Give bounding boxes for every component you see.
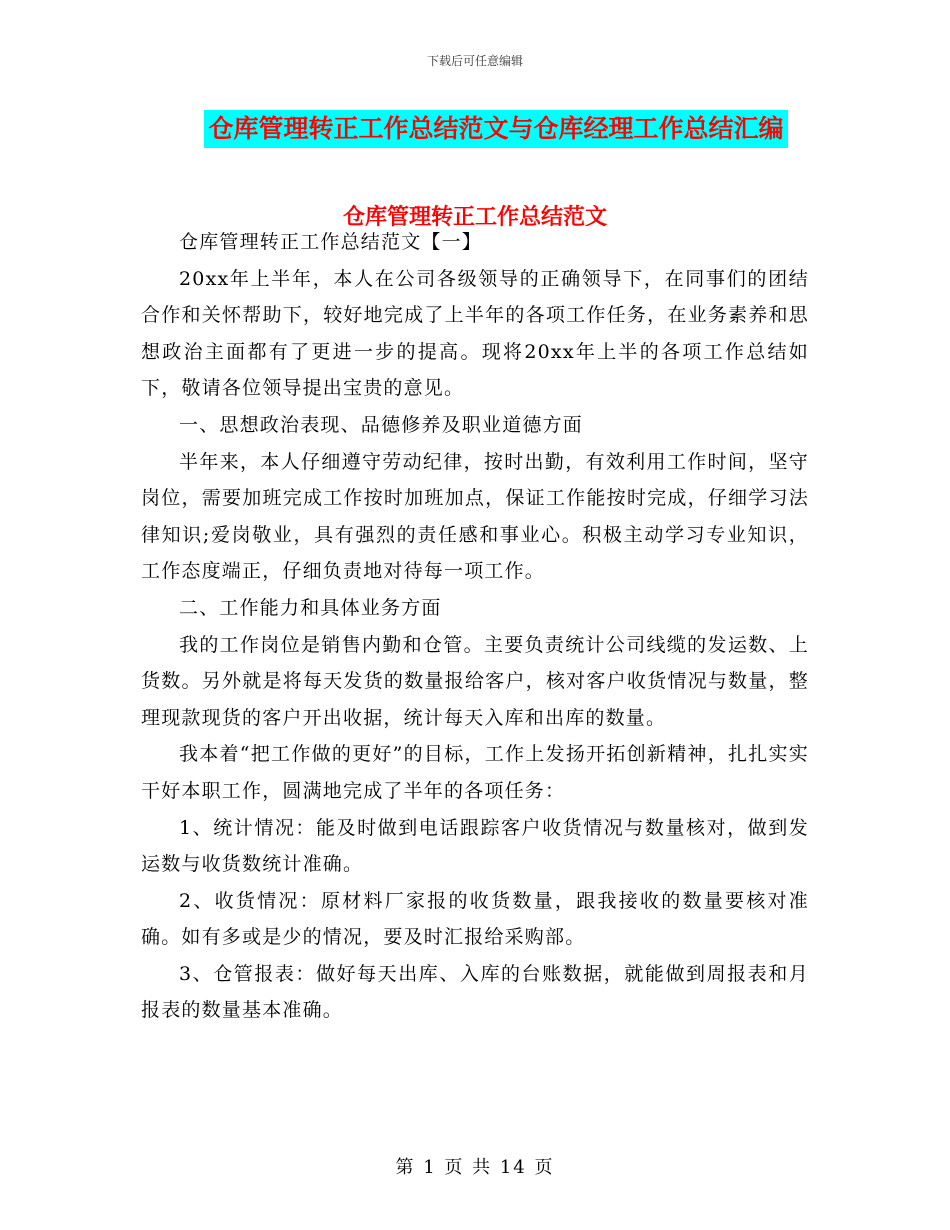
paragraph: 1、统计情况：能及时做到电话跟踪客户收货情况与数量核对，做到发运数与收货数统计准确。	[141, 816, 809, 876]
header-note: 下载后可任意编辑	[426, 54, 523, 68]
document-title: 仓库管理转正工作总结范文与仓库经理工作总结汇编	[204, 110, 787, 148]
paragraph: 一、思想政治表现、品德修养及职业道德方面	[179, 413, 584, 436]
page-footer: 第 1 页 共 14 页	[395, 1157, 555, 1178]
paragraph: 20xx年上半年，本人在公司各级领导的正确领导下，在同事们的团结合作和关怀帮助下，较好地完成了上半年的各项工作任务，在业务素养和思想政治主面都有了更进一步的提高。现将20xx年上半的各项工作总结如下，敬请各位领导提出宝贵的意见。	[141, 267, 809, 400]
section-title: 仓库管理转正工作总结范文	[342, 205, 607, 230]
paragraph: 3、仓管报表：做好每天出库、入库的台账数据，就能做到周报表和月报表的数量基本准确。	[141, 962, 809, 1022]
paragraph: 我的工作岗位是销售内勤和仓管。主要负责统计公司线缆的发运数、上货数。另外就是将每天发货的数量报给客户，核对客户收货情况与数量，整理现款现货的客户开出收据，统计每天入库和出库的数量。	[141, 633, 809, 729]
paragraph: 我本着“把工作做的更好”的目标，工作上发扬开拓创新精神，扎扎实实干好本职工作，圆满地完成了半年的各项任务：	[141, 743, 809, 802]
body-text	[141, 224, 809, 1029]
paragraph: 二、工作能力和具体业务方面	[179, 596, 442, 619]
paragraph: 仓库管理转正工作总结范文【一】	[179, 231, 483, 253]
paragraph: 2、收货情况：原材料厂家报的收货数量，跟我接收的数量要核对准确。如有多或是少的情况，要及时汇报给采购部。	[141, 889, 809, 949]
paragraph: 半年来，本人仔细遵守劳动纪律，按时出勤，有效利用工作时间，坚守岗位，需要加班完成工作按时加班加点，保证工作能按时完成，仔细学习法律知识;爱岗敬业，具有强烈的责任感和事业心。积极主动学习专业知识，工作态度端正，仔细负责地对待每一项工作。	[141, 450, 809, 583]
document-title-wrap	[0, 110, 950, 148]
